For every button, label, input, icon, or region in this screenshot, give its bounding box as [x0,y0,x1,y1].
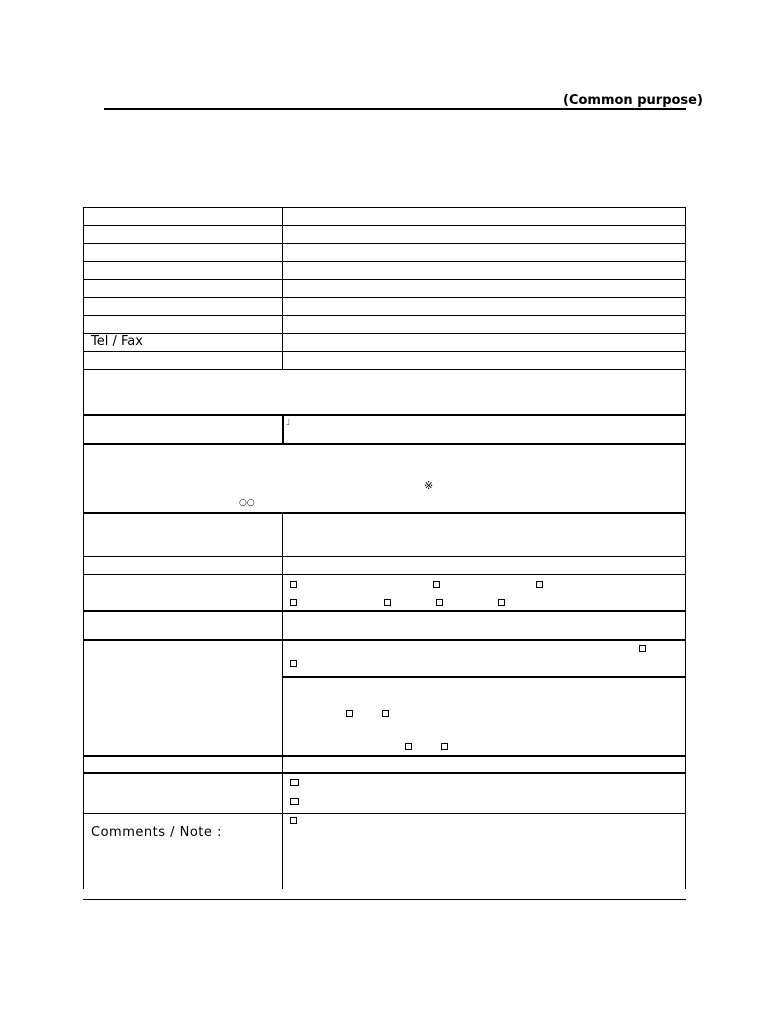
bracket-mark: 」 [286,417,296,427]
row-line [83,243,686,244]
row-line [83,443,686,445]
checkbox[interactable] [346,710,353,717]
row-line [83,351,686,352]
row-line [83,414,686,416]
checkbox[interactable] [433,581,440,588]
reference-mark: ※ [424,479,434,492]
checkbox[interactable] [639,645,646,652]
checkbox[interactable] [498,599,505,606]
checkbox[interactable] [290,798,299,805]
checkbox[interactable] [384,599,391,606]
checkbox[interactable] [290,599,297,606]
row-line [83,279,686,280]
column-divider [282,207,283,369]
checkbox[interactable] [290,660,297,667]
checkbox[interactable] [405,743,412,750]
table-right-border [685,207,686,889]
row-line [83,772,686,774]
table-left-border [83,207,84,889]
tel-fax-label: Tel / Fax [91,334,143,349]
checkbox[interactable] [290,779,299,786]
row-line [83,225,686,226]
header-rule [104,108,686,110]
checkbox[interactable] [290,581,297,588]
row-line [83,639,686,641]
row-line [83,610,686,612]
column-divider [282,513,283,889]
row-line [83,512,686,514]
footer-rule [83,899,686,900]
checkbox[interactable] [441,743,448,750]
circles-mark: ○○ [239,498,255,508]
row-line [83,333,686,334]
row-line [83,369,686,370]
checkbox[interactable] [382,710,389,717]
checkbox[interactable] [290,817,297,824]
row-line [83,556,686,557]
row-line [83,261,686,262]
checkbox[interactable] [536,581,543,588]
comments-label: Comments / Note : [91,825,222,840]
row-line [83,297,686,298]
row-line [83,755,686,757]
form-type-label: (Common purpose) [563,93,703,108]
table-top-border [83,207,686,208]
row-line [83,315,686,316]
checkbox[interactable] [436,599,443,606]
row-line [83,574,686,575]
row-line [83,813,686,814]
column-divider [282,415,284,444]
row-line [283,676,686,678]
